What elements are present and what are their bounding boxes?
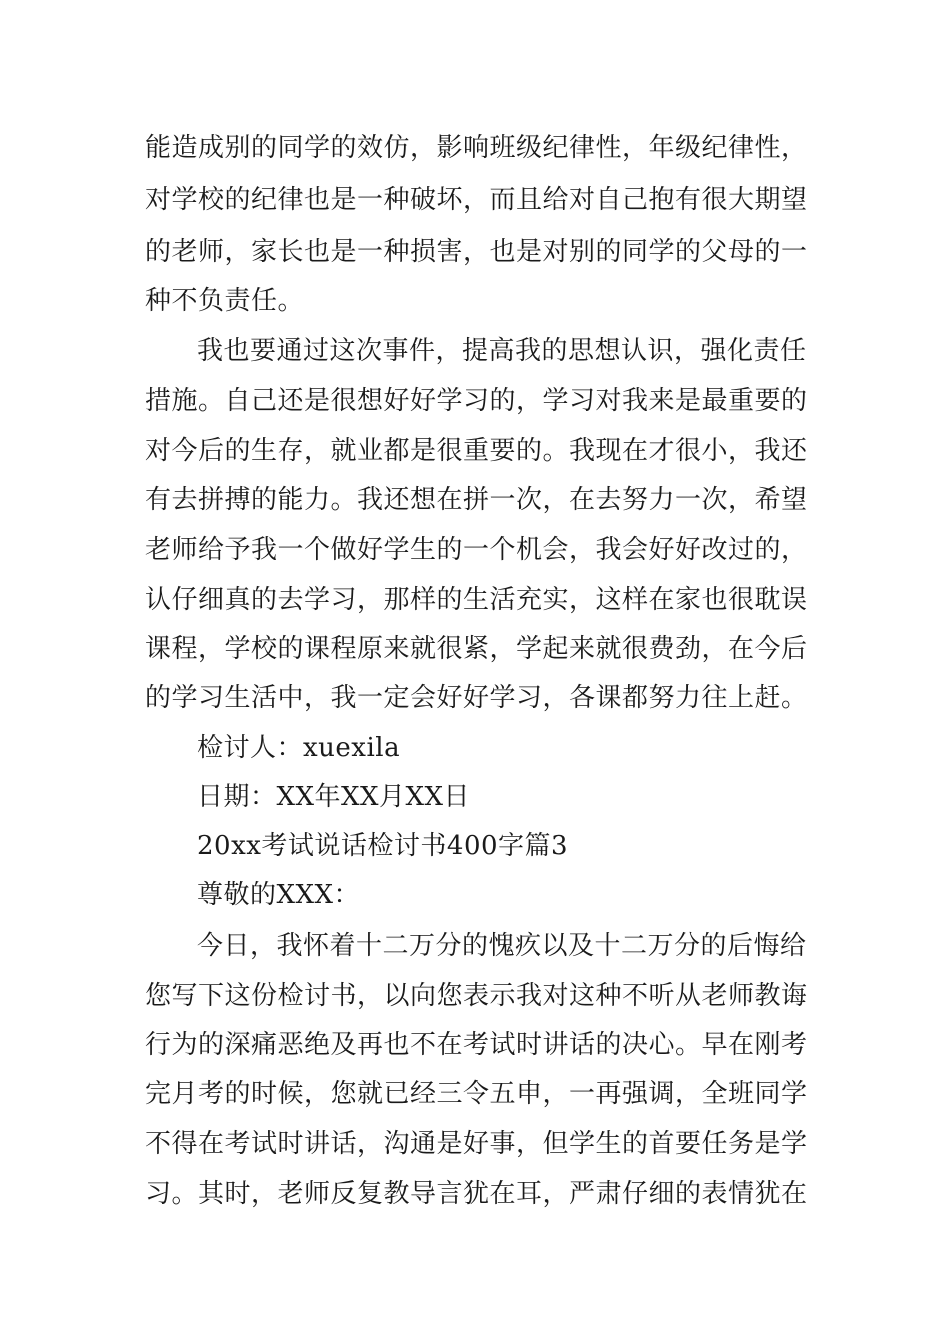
body-text-line: 的学习生活中，我一定会好好学习，各课都努力往上赶。 bbox=[145, 683, 808, 713]
body-text-line: 习。其时，老师反复教导言犹在耳，严肃仔细的表情犹在 bbox=[145, 1179, 808, 1209]
body-text-line: 的老师，家长也是一种损害，也是对别的同学的父母的一 bbox=[145, 237, 808, 267]
body-text-line: 不得在考试时讲话，沟通是好事，但学生的首要任务是学 bbox=[145, 1129, 808, 1159]
salutation-line: 尊敬的XXX： bbox=[197, 880, 361, 910]
paragraph-start-line: 我也要通过这次事件，提高我的思想认识，强化责任 bbox=[197, 336, 807, 366]
body-text-line: 能造成别的同学的效仿，影响班级纪律性，年级纪律性， bbox=[145, 133, 808, 163]
paragraph-start-line: 今日，我怀着十二万分的愧疚以及十二万分的后悔给 bbox=[197, 931, 807, 961]
body-text-line: 对学校的纪律也是一种破坏，而且给对自己抱有很大期望 bbox=[145, 185, 808, 215]
body-text-line: 行为的深痛恶绝及再也不在考试时讲话的决心。早在刚考 bbox=[145, 1030, 808, 1060]
body-text-line: 认仔细真的去学习，那样的生活充实，这样在家也很耽误 bbox=[145, 585, 808, 615]
body-text-line: 完月考的时候，您就已经三令五申，一再强调，全班同学 bbox=[145, 1079, 808, 1109]
body-text-line: 老师给予我一个做好学生的一个机会，我会好好改过的， bbox=[145, 535, 808, 565]
body-text-line: 对今后的生存，就业都是很重要的。我现在才很小，我还 bbox=[145, 436, 808, 466]
body-text-line: 有去拼搏的能力。我还想在拼一次，在去努力一次，希望 bbox=[145, 485, 808, 515]
body-text-line: 措施。自己还是很想好好学习的，学习对我来是最重要的 bbox=[145, 386, 808, 416]
signature-line: 检讨人：xuexila bbox=[197, 733, 401, 763]
body-text-line: 种不负责任。 bbox=[145, 286, 305, 316]
section-heading: 20xx考试说话检讨书400字篇3 bbox=[197, 831, 569, 861]
body-text-line: 课程，学校的课程原来就很紧，学起来就很费劲，在今后 bbox=[145, 634, 808, 664]
body-text-line: 您写下这份检讨书，以向您表示我对这种不听从老师教诲 bbox=[145, 981, 808, 1011]
date-line: 日期：XX年XX月XX日 bbox=[197, 782, 471, 812]
